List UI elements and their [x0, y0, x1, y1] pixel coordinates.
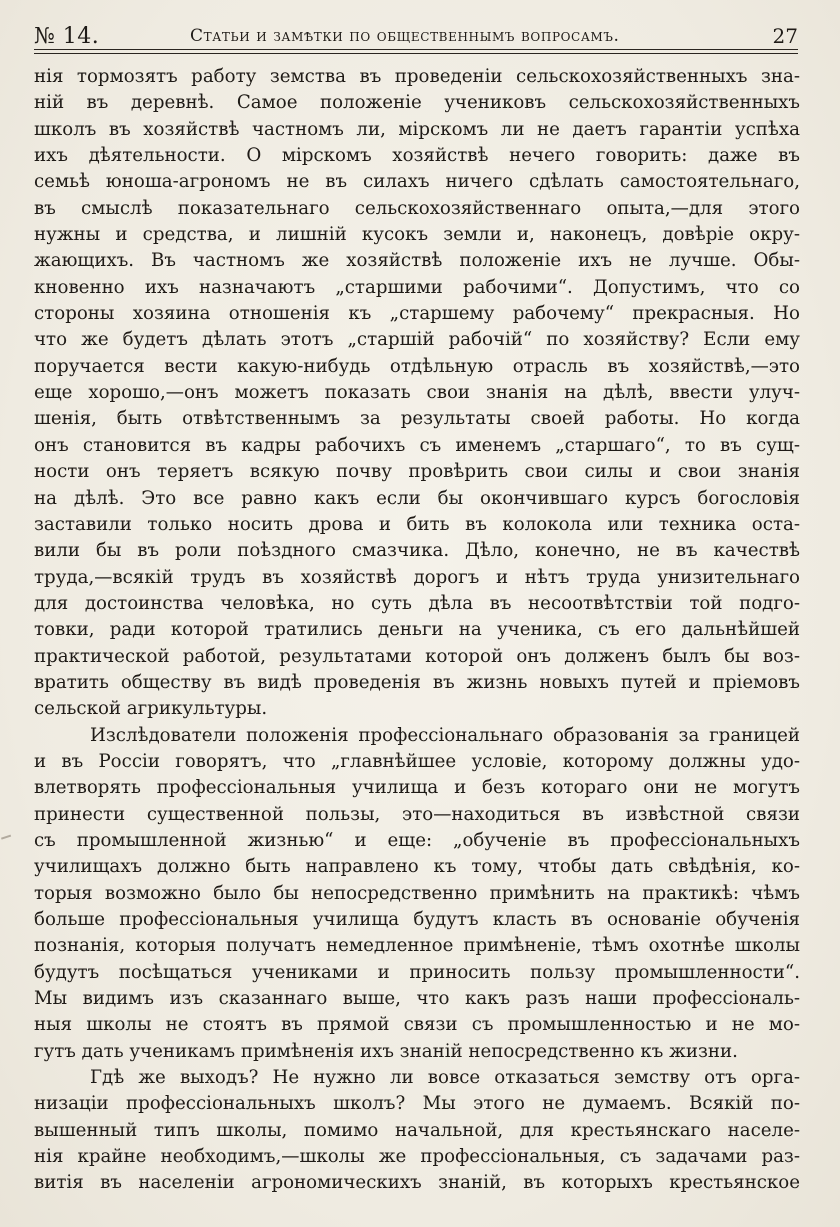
text-line: для достоинства человѣка, но суть дѣла въ несоотвѣтствіи той подго-: [34, 592, 800, 614]
text-line: сельской агрикультуры.: [34, 698, 268, 720]
issue-number: № 14.: [34, 24, 100, 49]
margin-mark: [1, 835, 13, 846]
text-line: на дѣлѣ. Это все равно какъ если бы окончившаго курсъ богословія: [34, 487, 800, 509]
body-text: [34, 64, 800, 1197]
text-line: торыя возможно было бы непосредственно примѣнить на практикѣ: чѣмъ: [34, 882, 800, 904]
text-line: заставили только носить дрова и бить въ колокола или техника оста-: [34, 513, 800, 535]
text-line: витія въ населеніи агрономическихъ знаній, въ которыхъ крестьянское: [34, 1172, 800, 1194]
text-line: вили бы въ роли поѣздного смазчика. Дѣло, конечно, не въ качествѣ: [34, 540, 800, 562]
text-line: школъ въ хозяйствѣ частномъ ли, мірскомъ ли не даетъ гарантіи успѣха: [34, 118, 800, 140]
text-line: познанія, которыя получатъ немедленное примѣненіе, тѣмъ охотнѣе школы: [34, 935, 800, 957]
text-line: труда,—всякій трудъ въ хозяйствѣ дорогъ и нѣтъ труда унизительнаго: [34, 566, 800, 588]
text-line: Изслѣдователи положенія профессіональнаго образованія за границей: [90, 724, 800, 746]
text-line: Мы видимъ изъ сказаннаго выше, что какъ разъ наши профессіональ-: [34, 988, 800, 1010]
text-line: училищахъ должно быть направлено къ тому, чтобы дать свѣдѣнія, ко-: [34, 856, 800, 878]
running-header: [34, 22, 798, 52]
text-line: въ смыслѣ показательнаго сельскохозяйственнаго опыта,—для этого: [34, 197, 800, 219]
running-title: Статьи и замѣтки по общественнымъ вопросамъ.: [190, 26, 620, 46]
text-line: кновенно ихъ назначаютъ „старшими рабочими“. Допустимъ, что со: [34, 276, 800, 298]
header-rule-thin: [34, 49, 798, 50]
text-line: больше профессіональныя училища будутъ класть въ основаніе обученія: [34, 909, 800, 930]
text-line: онъ становится въ кадры рабочихъ съ именемъ „старшаго“, то въ сущ-: [34, 434, 800, 456]
text-line: нужны и средства, и лишній кусокъ земли и, наконецъ, довѣріе окру-: [34, 224, 800, 246]
text-line: ности онъ теряетъ всякую почву провѣрить свои силы и свои знанія: [34, 461, 800, 483]
header-rule-thick: [34, 53, 798, 54]
text-line: нія тормозятъ работу земства въ проведеніи сельскохозяйственныхъ зна-: [34, 66, 800, 87]
text-line: вратить обществу въ видѣ проведенія въ жизнь новыхъ путей и пріемовъ: [34, 671, 800, 693]
text-line: вышенный типъ школы, помимо начальной, для крестьянскаго населе-: [34, 1119, 800, 1141]
text-line: еще хорошо,—онъ можетъ показать свои знанія на дѣлѣ, ввести улуч-: [34, 382, 800, 404]
text-line: шенія, быть отвѣтственнымъ за результаты своей работы. Но когда: [34, 408, 800, 430]
text-line: низаціи профессіональныхъ школъ? Мы этого не думаемъ. Всякій по-: [34, 1093, 800, 1115]
text-line: влетворять профессіональныя училища и безъ котораго они не могутъ: [34, 777, 800, 799]
text-line: товки, ради которой тратились деньги на ученика, съ его дальнѣйшей: [34, 619, 800, 641]
text-line: ній въ деревнѣ. Самое положеніе учениковъ сельскохозяйственныхъ: [34, 92, 800, 114]
text-line: принести существенной пользы, это—находиться въ извѣстной связи: [34, 803, 800, 825]
text-line: ихъ дѣятельности. О мірскомъ хозяйствѣ нечего говорить: даже въ: [34, 145, 800, 167]
text-line: поручается вести какую-нибудь отдѣльную отрасль въ хозяйствѣ,—это: [34, 355, 800, 377]
page-number: 27: [772, 24, 798, 48]
text-line: стороны хозяина отношенія къ „старшему рабочему“ прекрасныя. Но: [34, 303, 800, 325]
text-line: практической работой, результатами которой онъ долженъ былъ бы воз-: [34, 645, 800, 667]
text-line: съ промышленной жизнью“ и еще: „обученіе въ профессіональныхъ: [34, 829, 800, 851]
text-line: ныя школы не стоятъ въ прямой связи съ промышленностью и не мо-: [34, 1014, 800, 1036]
text-line: будутъ посѣщаться учениками и приносить пользу промышленности“.: [34, 961, 800, 983]
text-line: что же будетъ дѣлать этотъ „старшій рабочій“ по хозяйству? Если ему: [34, 329, 800, 351]
text-line: семьѣ юноша-агрономъ не въ силахъ ничего сдѣлать самостоятельнаго,: [34, 171, 800, 193]
text-line: нія крайне необходимъ,—школы же профессіональныя, съ задачами раз-: [34, 1146, 800, 1168]
text-line: и въ Россіи говорятъ, что „главнѣйшее условіе, которому должны удо-: [34, 750, 800, 772]
text-line: жающихъ. Въ частномъ же хозяйствѣ положеніе ихъ не лучше. Обы-: [34, 250, 800, 272]
text-line: гутъ дать ученикамъ примѣненія ихъ знаній непосредственно къ жизни.: [34, 1040, 738, 1062]
text-line: Гдѣ же выходъ? Не нужно ли вовсе отказаться земству отъ орга-: [90, 1067, 800, 1089]
